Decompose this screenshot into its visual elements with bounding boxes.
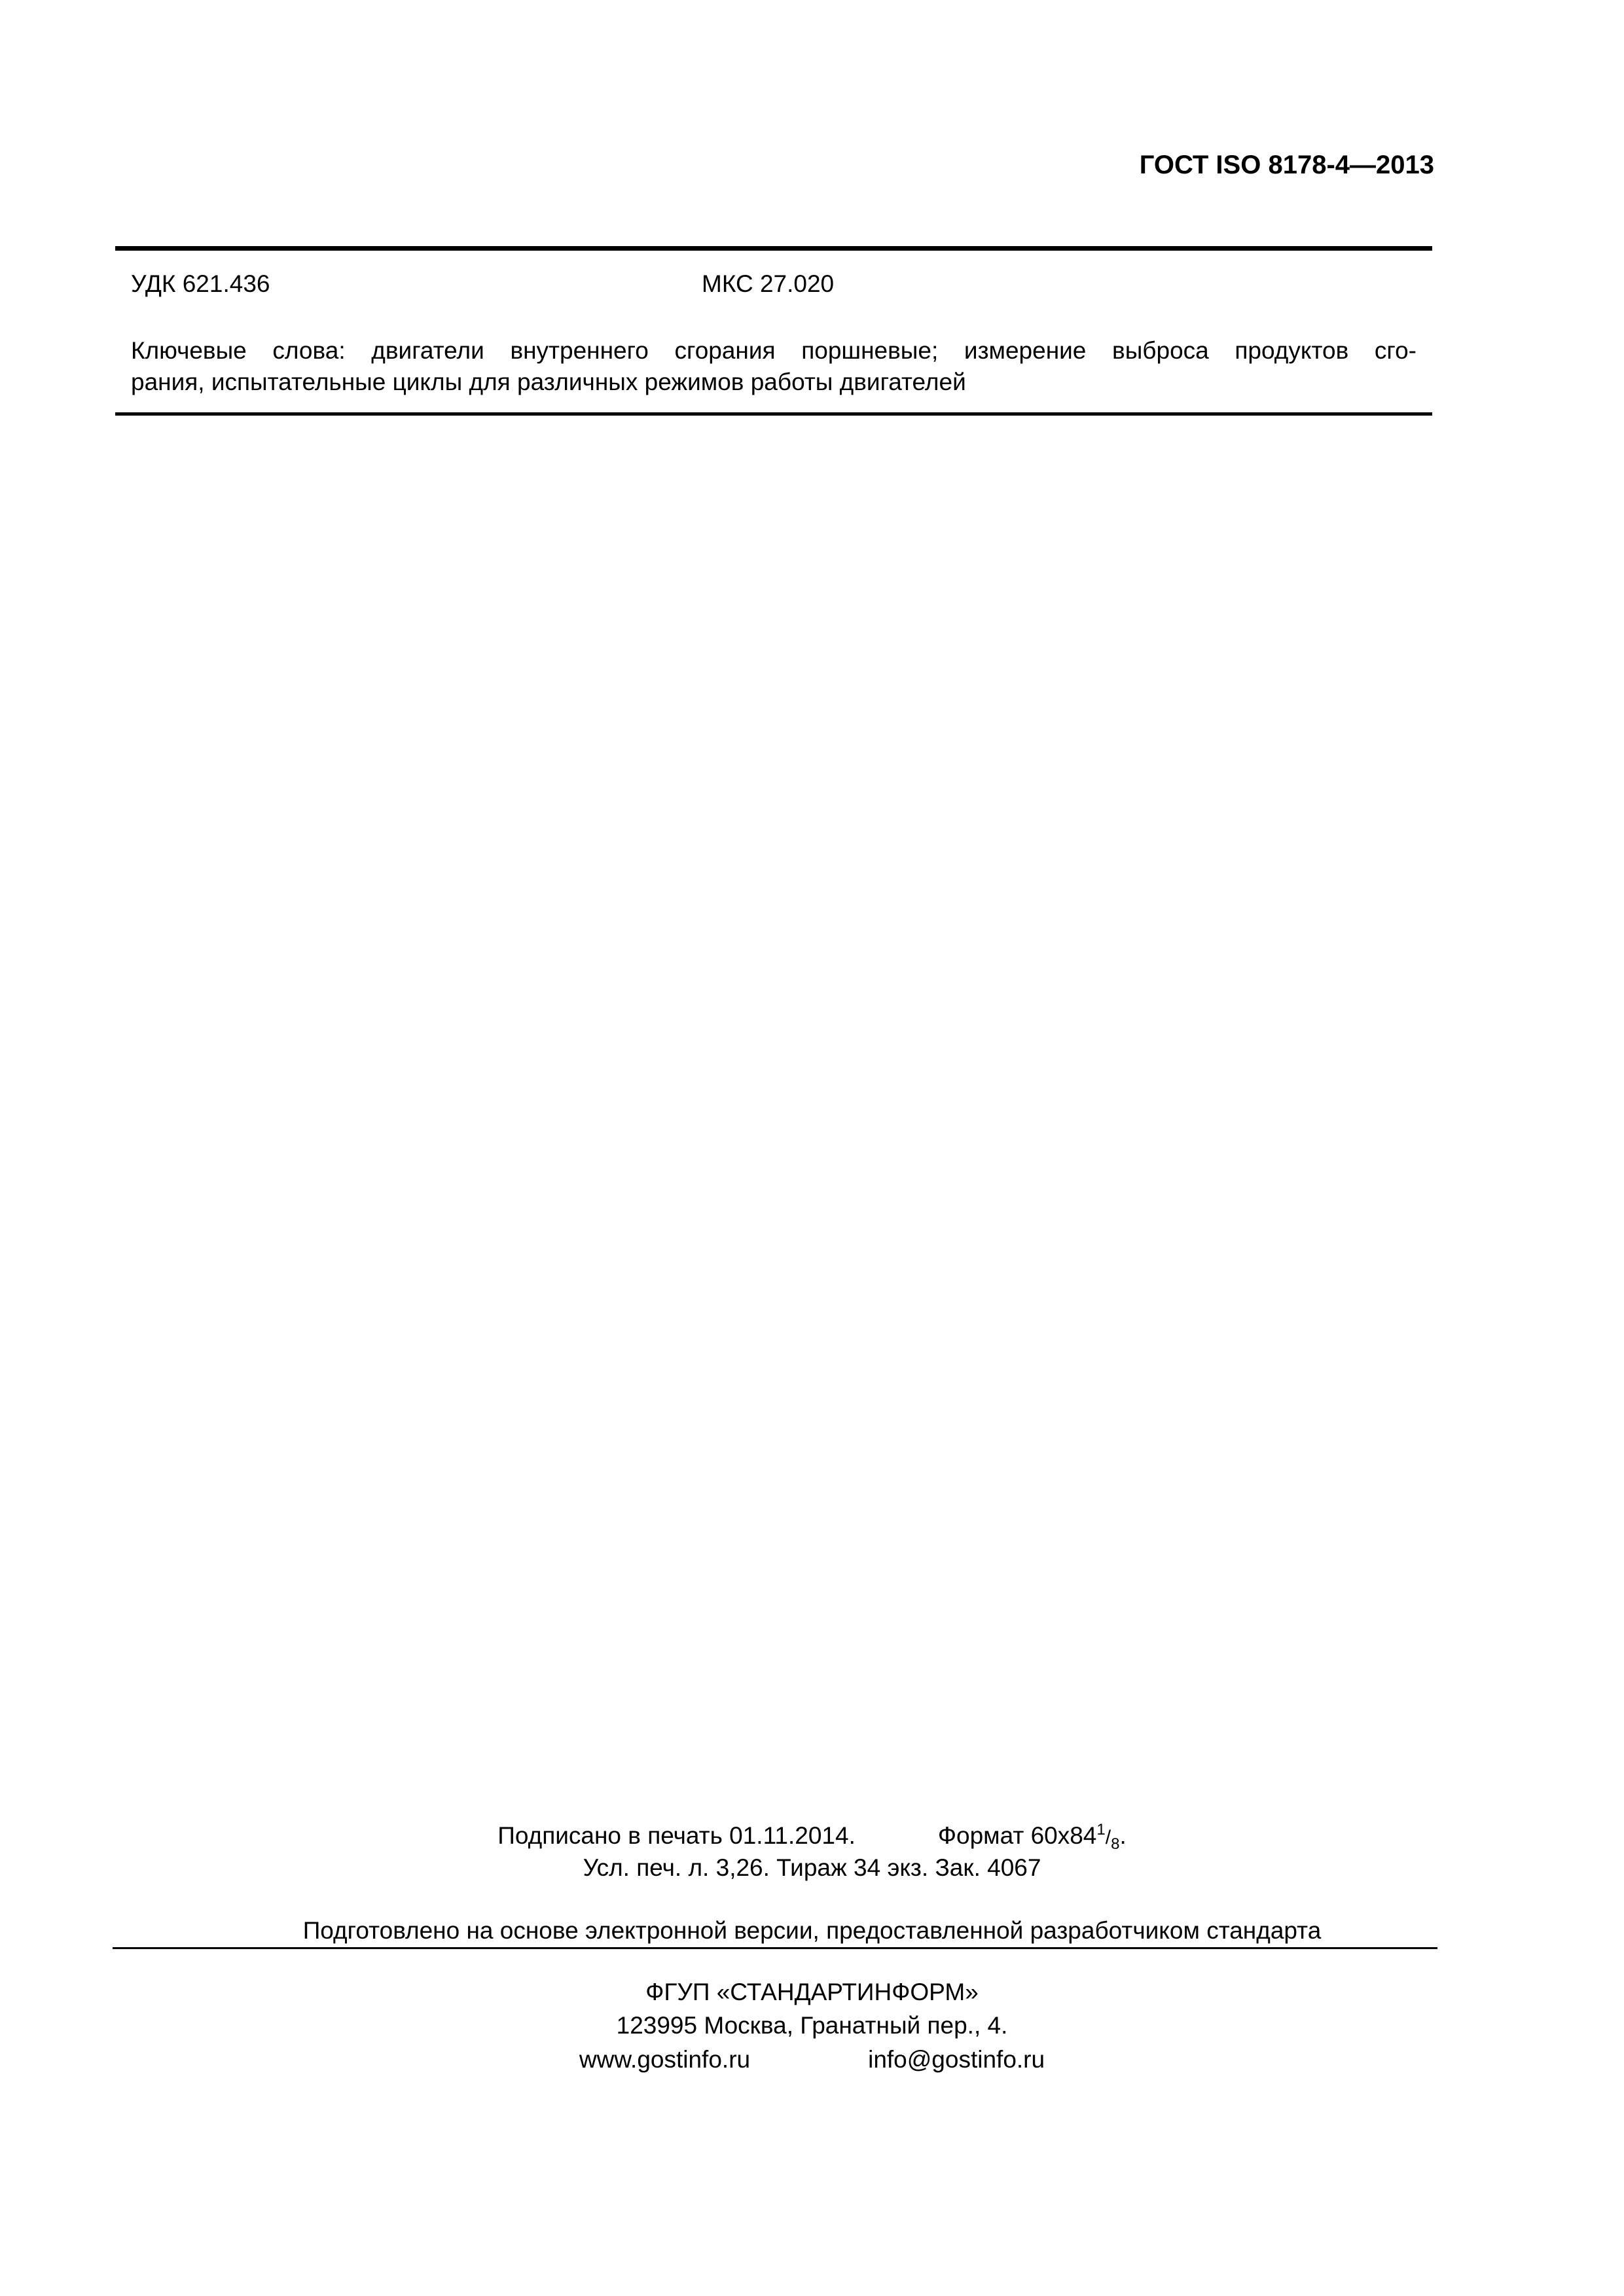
format-slash: / xyxy=(1105,1827,1111,1848)
imprint-line-1 xyxy=(0,1822,1624,1852)
publisher-name: ФГУП «СТАНДАРТИНФОРМ» xyxy=(645,1979,979,2005)
format-prefix: Формат 60x84 xyxy=(937,1822,1097,1849)
keywords-line-2: рания, испытательные циклы для различных режимов работы двигателей xyxy=(131,368,966,395)
format-end: . xyxy=(1119,1822,1127,1849)
format-numerator: 1 xyxy=(1096,1821,1106,1839)
keywords-block xyxy=(131,335,1416,398)
email-link[interactable]: info@gostinfo.ru xyxy=(868,2046,1045,2073)
format-denominator: 8 xyxy=(1111,1835,1120,1853)
signed-date: Подписано в печать 01.11.2014. xyxy=(497,1822,856,1849)
udk-code: УДК 621.436 xyxy=(131,270,270,297)
keywords-line-1: Ключевые слова: двигатели внутреннего сгорания поршневые; измерение выброса продуктов сго- xyxy=(131,337,1416,364)
top-divider xyxy=(115,246,1432,251)
bottom-divider xyxy=(115,412,1432,416)
prepared-note: Подготовлено на основе электронной версии, предоставленной разработчиком стандарта xyxy=(302,1917,1322,1944)
imprint-line-2: Усл. печ. л. 3,26. Тираж 34 экз. Зак. 4067 xyxy=(583,1854,1041,1881)
website-link[interactable]: www.gostinfo.ru xyxy=(579,2046,751,2073)
mks-code: МКС 27.020 xyxy=(702,270,835,297)
publisher-contacts xyxy=(0,2047,1624,2072)
publisher-address: 123995 Москва, Гранатный пер., 4. xyxy=(616,2012,1008,2039)
footer-divider xyxy=(113,1947,1437,1949)
document-code: ГОСТ ISO 8178-4—2013 xyxy=(1139,151,1434,179)
